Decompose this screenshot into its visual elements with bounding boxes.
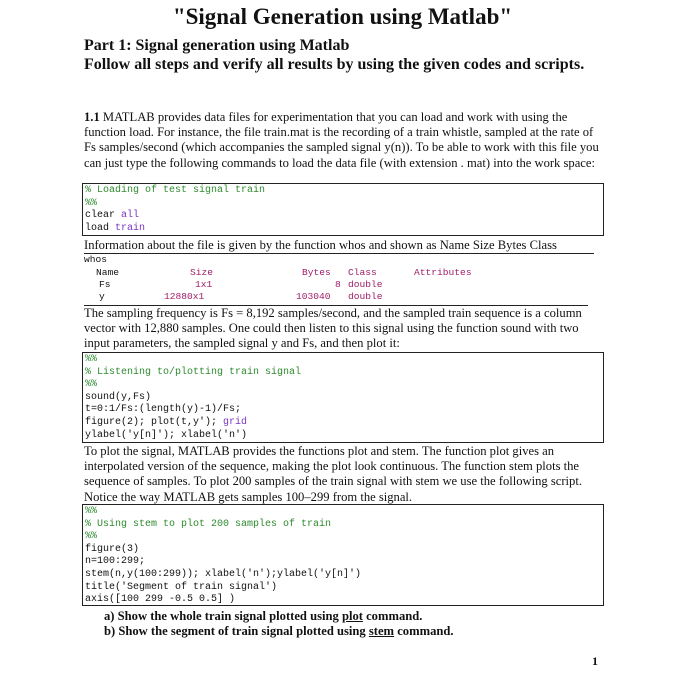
row-fs-name: Fs: [99, 279, 111, 290]
code-cell-marker: %%: [85, 197, 98, 209]
section-intro: [84, 110, 604, 171]
row-y-class: double: [348, 291, 383, 302]
task-text: command.: [362, 609, 423, 623]
code-line: sound(y,Fs): [85, 391, 152, 403]
code-block-sound: [82, 352, 604, 443]
col-header-size: Size: [190, 267, 214, 278]
row-y-bytes: 103040: [296, 291, 331, 302]
code-line: t=0:1/Fs:(length(y)-1)/Fs;: [85, 404, 242, 416]
task-text: Show the segment of train signal plotted using: [118, 624, 369, 638]
task-label: a): [104, 609, 115, 623]
task-b: [104, 624, 454, 639]
code-cmd: load: [85, 222, 116, 234]
task-a: [104, 609, 422, 624]
code-cmd: clear: [85, 210, 122, 222]
col-header-class: Class: [348, 267, 377, 278]
row-fs-size: 1x1: [195, 279, 213, 290]
col-header-name: Name: [96, 267, 120, 278]
info-text: Information about the file is given by the function whos and shown as Name Size Bytes Class: [84, 238, 594, 254]
section-number: 1.1: [84, 110, 100, 124]
code-line: figure(3): [85, 543, 140, 555]
code-line: n=100:299;: [85, 556, 146, 568]
row-y-size: 12880x1: [164, 291, 205, 302]
code-line: ylabel('y[n]'); xlabel('n'): [85, 429, 248, 441]
workspace-table: [84, 254, 588, 306]
code-line: title('Segment of train signal'): [85, 581, 278, 593]
sampling-text: The sampling frequency is Fs = 8,192 samples/second, and the sampled train sequence is a column vector with 12,880 samples. One could then listen to this signal using the function sound with two input parameters, the sampled signal y and Fs, and then plot it:: [84, 306, 582, 351]
page-number: 1: [592, 654, 598, 668]
code-block-stem: [82, 504, 604, 606]
part-heading: Part 1: Signal generation using Matlab: [84, 37, 350, 54]
code-cell-marker: %%: [85, 506, 98, 517]
code-arg: all: [121, 210, 140, 222]
section-intro-text: MATLAB provides data files for experimentation that you can load and work with using the function load. For instance, the file train.mat is the recording of a train whistle, sampled at the rate of Fs samples/second (which accompanies the sampled signal y(n)). To be able to work with this file you can just type the following commands to load the data file (with extension . mat) into the work space:: [84, 110, 599, 170]
code-comment: % Listening to/plotting train signal: [85, 366, 302, 378]
row-fs-class: double: [348, 279, 383, 290]
code-line: figure(2); plot(t,y');: [85, 416, 224, 428]
col-header-attributes: Attributes: [414, 267, 472, 278]
row-y-name: y: [99, 291, 105, 302]
code-line: axis([100 299 -0.5 0.5] ): [85, 594, 236, 606]
whos-command: whos: [84, 254, 108, 265]
task-label: b): [104, 624, 116, 638]
instruction-heading: Follow all steps and verify all results by using the given codes and scripts.: [84, 56, 585, 73]
code-line: stem(n,y(100:299)); xlabel('n');ylabel('y[n]'): [85, 568, 362, 580]
code-arg: train: [115, 222, 146, 234]
code-cell-marker: %%: [85, 354, 98, 365]
code-comment: % Loading of test signal train: [85, 185, 266, 196]
code-arg: grid: [223, 416, 248, 428]
row-fs-bytes: 8: [335, 279, 341, 290]
document-title: "Signal Generation using Matlab": [172, 4, 513, 29]
task-text: Show the whole train signal plotted using: [117, 609, 342, 623]
task-text: command.: [394, 624, 454, 638]
code-cell-marker: %%: [85, 379, 98, 391]
plot-text: To plot the signal, MATLAB provides the functions plot and stem. The function plot gives an interpolated version of the sequence, making the plot look continuous. The function stem plots the sequence of samples. To plot 200 samples of the train signal with stem we use the following script. Notice the way MATLAB gets samples 100–299 from the signal.: [84, 444, 582, 504]
task-keyword: stem: [368, 624, 395, 638]
col-header-bytes: Bytes: [302, 267, 331, 278]
task-keyword: plot: [341, 609, 363, 623]
code-cell-marker: %%: [85, 531, 98, 543]
code-comment: % Using stem to plot 200 samples of train: [85, 518, 332, 530]
code-block-load: [82, 183, 604, 236]
